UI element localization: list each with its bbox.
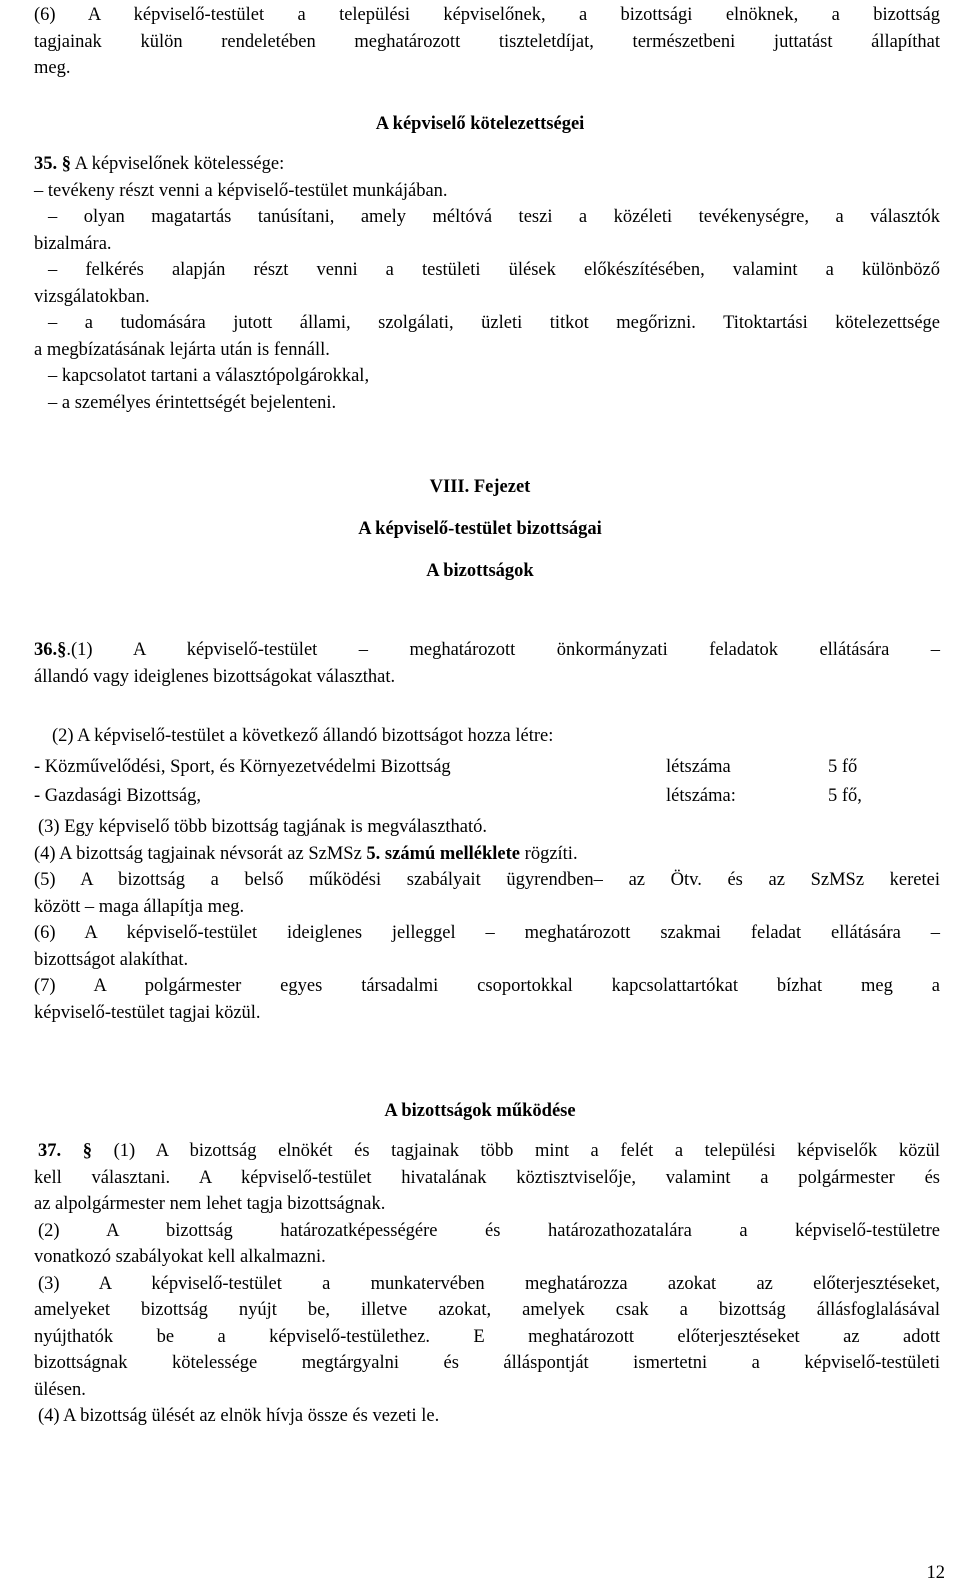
paragraph-4-end: rögzíti. <box>520 843 578 864</box>
section-37-line-3: az alpolgármester nem lehet tagja bizottságnak. <box>34 1194 386 1214</box>
committee-size-label: létszáma <box>666 757 731 777</box>
paragraph-2-line-1: (2) A bizottság határozatképességére és határozathozatalára a képviselő-testületre <box>38 1220 940 1241</box>
section-sign: § <box>61 154 71 174</box>
obligation-item: – olyan magatartás tanúsítani, amely méltóvá teszi a közéleti tevékenységre, a választók <box>48 207 940 227</box>
paragraph-3-line-2: amelyeket bizottság nyújt be, illetve azokat, amelyek csak a bizottság állásfoglalásával <box>34 1300 940 1320</box>
section-35-lead-line <box>34 151 940 178</box>
obligation-item: – felkérés alapján részt venni a testületi ülések előkészítésében, valamint a különböző <box>48 260 940 280</box>
section-heading-obligations: A képviselő kötelezettségei <box>375 114 585 134</box>
committee-row <box>34 783 940 809</box>
paragraph-7-line-1: (7) A polgármester egyes társadalmi csoportokkal kapcsolattartókat bízhat meg a <box>34 976 940 996</box>
committee-size-label: létszáma: <box>666 786 736 806</box>
paragraph-3-line-3: nyújthatók be a képviselő-testülethez. E meghatározott előterjesztéseket az adott <box>34 1326 940 1347</box>
paragraph-3-line-5: ülésen. <box>34 1379 86 1400</box>
intro-line-1: (6) A képviselő-testület a települési képviselőnek, a bizottsági elnöknek, a bizottság <box>34 5 940 25</box>
paragraph-4-text: (4) A bizottság tagjainak névsorát az SzMSz <box>34 843 367 864</box>
paragraph-2-lead: (2) A képviselő-testület a következő állandó bizottságot hozza létre: <box>52 726 554 746</box>
section-36-paragraph-1 <box>34 637 940 690</box>
section-36-line-1 <box>34 637 940 664</box>
intro-paragraph <box>34 2 940 82</box>
section-35-number: 35. <box>34 154 58 174</box>
committee-size-count: 5 fő <box>828 757 858 777</box>
chapter-number: VIII. Fejezet <box>429 477 531 497</box>
chapter-subtitle: A bizottságok <box>426 561 534 581</box>
committee-row <box>34 754 940 780</box>
section-36-paragraph-2 <box>34 723 958 750</box>
section-36-line-2: állandó vagy ideiglenes bizottságokat választhat. <box>34 666 396 687</box>
intro-line-2: tagjainak külön rendeletében meghatározott tiszteletdíjat, természetbeni juttatást állapíthat <box>34 31 940 52</box>
section-37 <box>34 1138 940 1430</box>
obligation-item: – a személyes érintettségét bejelenteni. <box>48 392 337 413</box>
committee-size-count: 5 fő, <box>828 786 862 806</box>
annex-reference: 5. számú melléklete <box>366 843 521 864</box>
section-35-lead: A képviselőnek kötelessége: <box>74 154 285 174</box>
obligation-item-continuation: a megbízatásának lejárta után is fennáll. <box>34 339 330 360</box>
section-37-text: (1) A bizottság elnökét és tagjainak több mint a felét a települési képviselők közül <box>91 1141 941 1161</box>
section-37-line-1 <box>34 1138 940 1165</box>
paragraph-3-line-4: bizottságnak kötelessége megtárgyalni és álláspontját ismertetni a képviselő-testületi <box>34 1353 940 1373</box>
section-heading-committee-operation: A bizottságok működése <box>384 1101 576 1121</box>
page-number: 12 <box>926 1563 945 1583</box>
paragraph-7-line-2: képviselő-testület tagjai közül. <box>34 1002 261 1023</box>
obligation-item-continuation: bizalmára. <box>34 233 112 254</box>
committee-name: - Közművelődési, Sport, és Környezetvédelmi Bizottság <box>34 757 451 777</box>
committee-name: - Gazdasági Bizottság, <box>34 786 201 806</box>
paragraph-6-line-1: (6) A képviselő-testület ideiglenes jelleggel – meghatározott szakmai feladat ellátására – <box>34 923 940 943</box>
paragraph-3-line-1: (3) A képviselő-testület a munkatervében meghatározza azokat az előterjesztéseket, <box>38 1273 940 1294</box>
section-37-line-2: kell választani. A képviselő-testület hivatalának köztisztviselője, valamint a polgármester és <box>34 1167 940 1188</box>
paragraph-3: (3) Egy képviselő több bizottság tagjának is megválasztható. <box>38 817 488 837</box>
section-36-text: .(1) A képviselő-testület – meghatározott önkormányzati feladatok ellátására – <box>66 640 940 660</box>
section-35 <box>34 151 940 416</box>
obligation-item: – kapcsolatot tartani a választópolgárokkal, <box>48 366 370 386</box>
section-sign: § <box>82 1141 92 1161</box>
intro-line-3: meg. <box>34 58 71 78</box>
paragraph-5-line-1: (5) A bizottság a belső működési szabályait ügyrendben– az Ötv. és az SzMSz keretei <box>34 870 940 890</box>
section-sign: § <box>57 640 67 660</box>
chapter-title: A képviselő-testület bizottságai <box>358 519 602 539</box>
paragraph-6-line-2: bizottságot alakíthat. <box>34 949 189 970</box>
paragraph-4: (4) A bizottság ülését az elnök hívja össze és vezeti le. <box>38 1406 440 1426</box>
section-37-number: 37. <box>38 1141 62 1161</box>
paragraph-4 <box>34 841 940 868</box>
obligation-item: – tevékeny részt venni a képviselő-testület munkájában. <box>34 180 448 201</box>
obligation-item: – a tudomására jutott állami, szolgálati, üzleti titkot megőrizni. Titoktartási kötelezettsége <box>48 313 940 333</box>
section-36-number: 36. <box>34 640 58 660</box>
obligation-item-continuation: vizsgálatokban. <box>34 286 150 307</box>
section-36-paragraphs-3-7 <box>34 814 940 1026</box>
paragraph-2-line-2: vonatkozó szabályokat kell alkalmazni. <box>34 1247 326 1267</box>
paragraph-5-line-2: között – maga állapítja meg. <box>34 896 245 917</box>
